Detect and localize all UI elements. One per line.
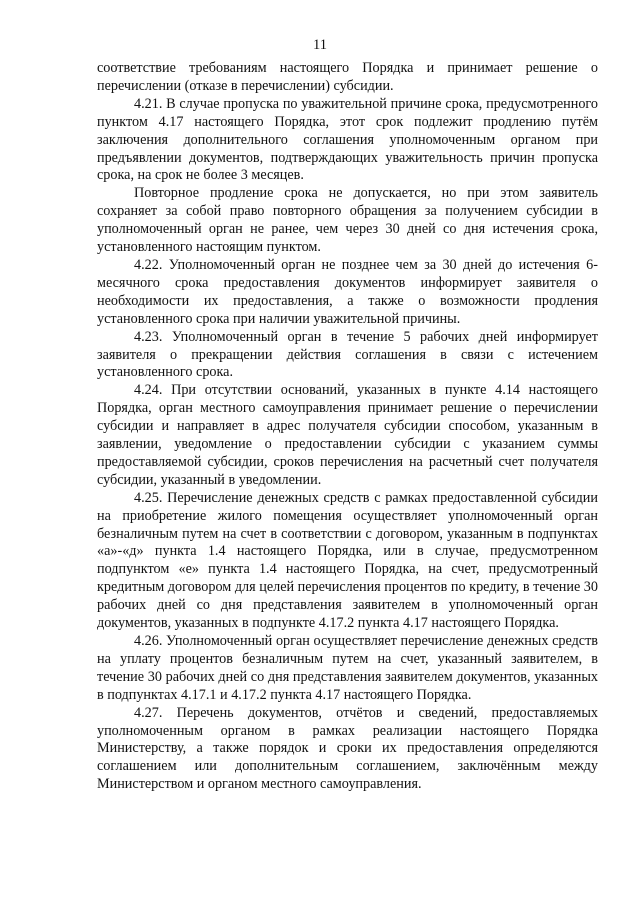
paragraph-4-26: 4.26. Уполномоченный орган осуществляет перечисление денежных средств на уплату процентов безналичным путем на счет, указанный заявителем, в течение 30 рабочих дней со дня представления заявителем документов, указанных в подпунктах 4.17.1 и 4.17.2 пункта 4.17 настоящего Порядка. (97, 633, 598, 703)
paragraph-4-22: 4.22. Уполномоченный орган не позднее чем за 30 дней до истечения 6-месячного срока предоставления документов информирует заявителя о необходимости их предоставления, а также о возможности продления установленного срока при наличии уважительной причины. (97, 256, 598, 327)
document-body (97, 60, 598, 794)
paragraph-4-24: 4.24. При отсутствии оснований, указанных в пункте 4.14 настоящего Порядка, орган местного самоуправления принимает решение о перечислении субсидии и направляет в адрес получателя субсидии способом, указанным в заявлении, уведомление о предоставлении субсидии с указанием суммы предоставляемой субсидии, сроков перечисления на расчетный счет получателя субсидии, указанный в уведомлении. (97, 382, 598, 488)
paragraph-continuation: соответствие требованиям настоящего Порядка и принимает решение о перечислении (отказе в перечислении) субсидии. (97, 60, 598, 94)
paragraph-4-21: 4.21. В случае пропуска по уважительной причине срока, предусмотренного пунктом 4.17 настоящего Порядка, этот срок подлежит продлению путём заключения дополнительного соглашения уполномоченным органом при предъявлении документов, подтверждающих уважительность причин пропуска срока, на срок не более 3 месяцев. (97, 95, 598, 184)
page-number: 11 (313, 37, 327, 53)
paragraph-4-27: 4.27. Перечень документов, отчётов и сведений, предоставляемых уполномоченным органом в рамках реализации настоящего Порядка Министерству, а также порядок и сроки их предоставления определяются соглашением или дополнительным соглашением, заключённым между Министерством и органом местного самоуправления. (97, 704, 598, 793)
paragraph-4-23: 4.23. Уполномоченный орган в течение 5 рабочих дней информирует заявителя о прекращении действия соглашения в связи с истечением установленного срока. (97, 328, 598, 381)
paragraph-4-21-extension: Повторное продление срока не допускается, но при этом заявитель сохраняет за собой право повторного обращения за получением субсидии в уполномоченный орган не ранее, чем через 30 дней со дня истечения срока, установленного настоящим пунктом. (97, 185, 598, 256)
paragraph-4-25: 4.25. Перечисление денежных средств с рамках предоставленной субсидии на приобретение жилого помещения осуществляет уполномоченный орган безналичным путем на счет в соответствии с договором, указанным в подпунктах «а»-«д» пункта 1.4 настоящего Порядка, или в случае, предусмотренном подпунктом «е» пункта 1.4 настоящего Порядка, на счет, предусмотренный кредитным договором для целей перечисления процентов по кредиту, в течение 30 рабочих дней со дня представления заявителем в уполномоченный орган документов, указанных в подпункте 4.17.2 пункта 4.17 настоящего Порядка. (97, 489, 598, 632)
